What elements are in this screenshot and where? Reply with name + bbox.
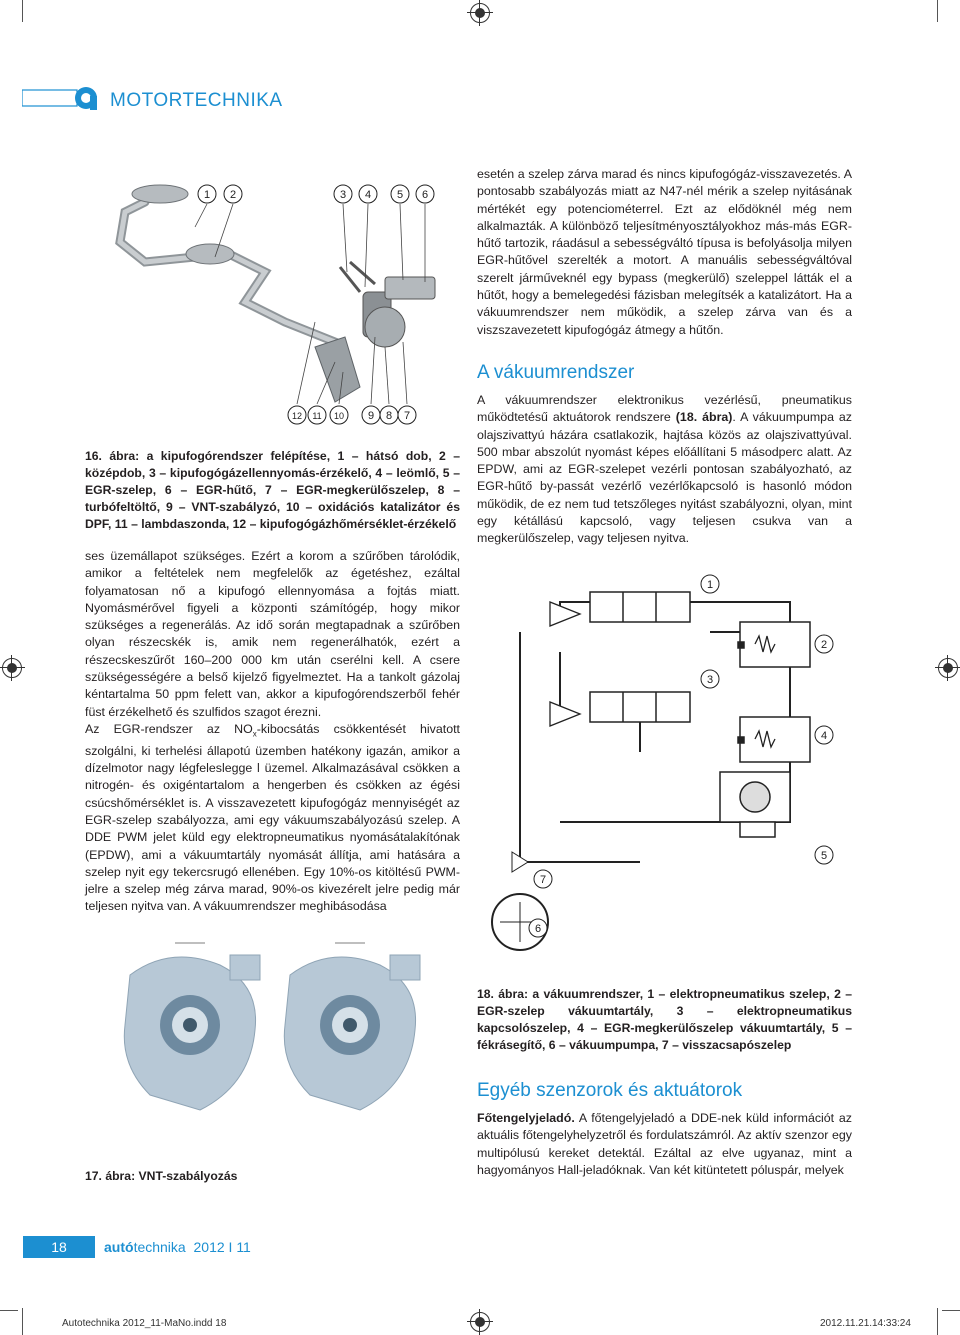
figure-18-caption: 18. ábra: a vákuumrendszer, 1 – elektropneumatikus szelep, 2 – EGR-szelep vákuumtartály, 3 – elektropneumatikus kapcsolószelep, 4 – EGR-megkerülőszelep vákuumtartály, 5 – fékrásegítő, 6 – vákuumpumpa, 7 – visszacsapószelep — [477, 987, 852, 1052]
callout-2: 2 — [229, 189, 237, 201]
crop-mark — [22, 0, 23, 22]
callout-7: 7 — [403, 410, 411, 422]
callout-4: 4 — [364, 189, 372, 201]
page-number: 18 — [23, 1236, 95, 1258]
vacuum-label-5: 5 — [820, 850, 828, 862]
vacuum-label-1: 1 — [706, 579, 714, 591]
crop-mark — [0, 1310, 18, 1311]
vacuum-label-6: 6 — [534, 923, 542, 935]
callout-10: 10 — [333, 411, 345, 421]
figure-16-caption: 16. ábra: a kipufogórendszer felépítése, 1 – hátsó dob, 2 – középdob, 3 – kipufogógázellennyomás-érzékelő, 4 – leömlő, 5 – EGR-szelep, 6 – EGR-hűtő, 7 – EGR-megkerülőszelep, 8 – turbófeltöltő, 9 – VNT-szabályzó, 10 – oxidációs katalizátor és DPF, 11 – lambdaszonda, 12 – kipufogógázhőmérséklet-érzékelő — [85, 449, 460, 531]
right-column-bottom — [477, 1110, 852, 1179]
section-logo-icon — [22, 86, 97, 110]
registration-mark-top — [470, 3, 490, 23]
callout-6: 6 — [421, 189, 429, 201]
heading-other-sensors: Egyéb szenzorok és aktuátorok — [477, 1080, 743, 1101]
registration-mark-bottom — [470, 1312, 490, 1332]
right-paragraph-3: Főtengelyjeladó. A főtengelyjeladó a DDE-nek küld információt az aktuális főtengelyhelyzetről és fordulatszámról. Az aktív szenzor egy multipólusú kereket detektál. Ezáltal az elve ugyanaz, mint a hagyományos Hall-jeladóknak. Van két kitüntetett póluspár, melyek — [477, 1111, 852, 1177]
right-paragraph-2: A vákuumrendszer elektronikus vezérlésű, pneumatikus működtetésű aktuátorok rendszere (18. ábra). A vákuumpumpa az olajszivattyú házára csatlakozik, hajtása közös az olajszivattyúval. 500 mbar abszolút nyomást képes előállítani 5 másodperc alatt. Az EPDW, ami az EGR-szelepet vezérli pontosan szabályozható, az EGR-hűtő by-passát vezérlő vezérlőkapcsoló is hasonló módon működik, de ez nem tud tetszőleges nyitást szabályozni, olyan, mint egy kétállású kapcsoló, vagy teljesen csukva van a megkerülőszelep, vagy teljesen nyitva. — [477, 393, 853, 546]
footer-brand: autótechnika 2012 I 11 — [104, 1239, 251, 1255]
registration-mark-left — [2, 658, 22, 678]
right-paragraph-1: esetén a szelep zárva marad és nincs kipufogógáz-visszavezetés. A pontosabb szabályozás miatt az N47-nél mérik a szelep nyitásának mértékét egy potenciométerrel. Ezt az elődöknél még nem alkalmazták. A különböző teljesítményosztályokhoz más-más EGR-hűtő tartozik, ráadásul a sebességváltó típusa is befolyásolja milyen EGR-hűtővel szerelték a motort. A manuális sebességváltóval szerelt járműveknél egy bypass (megkerülő) szeleppel látták el a hűtőt, hogy a bemelegedési fázisban melegítsék a katalizátort. Ha a vákuumrendszer nem működik, a szelep zárva van és a viszszavezetett kipufogógáz átmegy a hűtőn. — [477, 167, 852, 337]
left-paragraph-1: ses üzemállapot szükséges. Ezért a korom a szűrőben tárolódik, amikor a feltételek nem megfelelők az égetéshez, ezáltal folyamatosan nő a kipufogó ellennyomása a fojtás miatt. Nyomásmérővel figyeli a központi számítógép, hogy mikor szükséges a regenerálás. Az idő során megtapadnak a szűrőben olyan részecskék is, amik nem regenerálhatók, ezért a részecskeszűrőt 160–200 000 km után cserélni kell. A csere szükségességére a belső kijelző figyelmeztet. Ha a tankolt gázolaj kéntartalma 50 ppm felett van, akkor a kipufogórendszerből fehér füst érzékelhető és szulfidos szagot érezni. — [85, 549, 460, 719]
right-column-top — [477, 166, 852, 339]
vacuum-system-figure — [490, 572, 850, 962]
crop-mark — [937, 0, 938, 22]
callout-8: 8 — [385, 410, 393, 422]
slug-file: Autotechnika 2012_11-MaNo.indd 18 — [62, 1318, 227, 1329]
section-title: MOTORTECHNIKA — [110, 90, 283, 111]
callout-11: 11 — [312, 411, 322, 421]
crop-mark — [937, 1308, 938, 1335]
exhaust-system-figure — [85, 172, 465, 427]
left-column — [85, 548, 460, 916]
left-paragraph-2: Az EGR-rendszer az $NO_x$-kibocsátás csökkentését hivatott szolgálni, ki terhelési állapotú üzemben hatékony igazán, amikor a dízelmotor nagy légfeleslegge l üzemel. Alkalmazásával csökken a nitrogén- és oxigéntartalom a hengerben és csökken az égési csúcshőmérséklet is. A visszavezetett kipufogógáz mennyiségét az EGR-szelep szabályozza, ami egy vákuumszabályozású szelep. A DDE PWM jelet küld egy elektropneumatikus nyomásátalakítónak (EPDW), ami a vákuumtartály nyomását állítja, ami hatására a szelep nyit egy tekercsrugó ellenében. Egy 10%-os kitöltésű PWM-jelre a szelep még zárva marad, 90%-os kivezérelt jelre pedig már teljesen nyitva van. A vákuumrendszer meghibásodása — [85, 721, 460, 914]
vacuum-label-3: 3 — [706, 674, 714, 686]
vacuum-label-2: 2 — [820, 639, 828, 651]
vacuum-label-7: 7 — [539, 874, 547, 886]
vnt-turbo-figure — [110, 935, 440, 1135]
slug-time: 14:33:24 — [872, 1318, 911, 1329]
registration-mark-right — [938, 658, 958, 678]
callout-1: 1 — [203, 189, 211, 201]
figure-17-caption: 17. ábra: VNT-szabályozás — [85, 1169, 238, 1183]
callout-12: 12 — [291, 411, 303, 421]
crop-mark — [22, 1308, 23, 1335]
callout-5: 5 — [396, 189, 404, 201]
callout-3: 3 — [339, 189, 347, 201]
crop-mark — [942, 1310, 960, 1311]
vacuum-label-4: 4 — [820, 730, 828, 742]
heading-vacuum-system: A vákuumrendszer — [477, 362, 635, 383]
slug-date: 2012.11.21. — [820, 1318, 873, 1329]
right-column-middle — [477, 392, 852, 548]
callout-9: 9 — [367, 410, 375, 422]
